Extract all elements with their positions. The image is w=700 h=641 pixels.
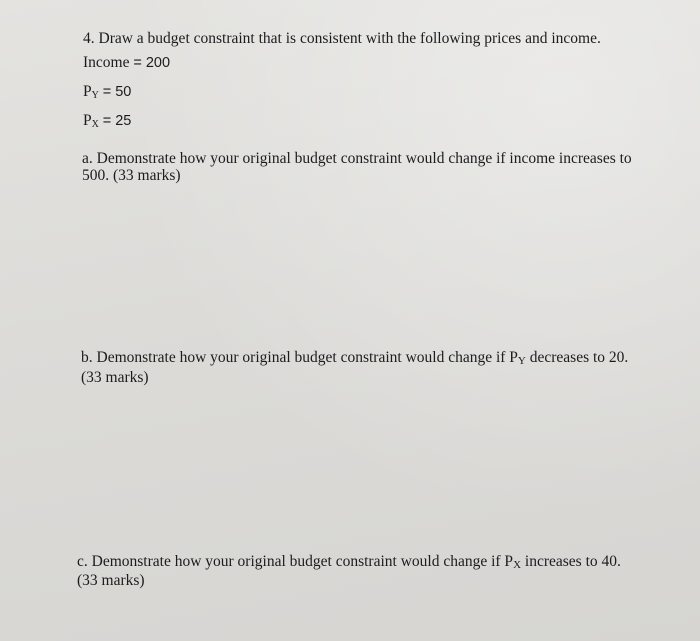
part-a-line-1: a. Demonstrate how your original budget constraint would change if income increases to <box>82 150 632 167</box>
income-label: Income <box>83 54 130 71</box>
price-y-line <box>83 82 131 106</box>
part-b-text-pre: b. Demonstrate how your original budget constraint would change if P <box>81 349 518 366</box>
part-b-subscript: Y <box>517 355 526 367</box>
part-b-line-1 <box>81 348 628 371</box>
part-c-text-pre: c. Demonstrate how your original budget constraint would change if P <box>77 553 514 570</box>
question-prompt: Draw a budget constraint that is consistent with the following prices and income. <box>98 30 601 47</box>
part-b-text-post: decreases to 20. <box>525 349 629 366</box>
price-x-line <box>83 111 131 135</box>
part-c-text-post: increases to 40. <box>521 553 621 570</box>
question-heading <box>83 29 601 49</box>
price-x-value: = 25 <box>102 113 132 129</box>
price-y-symbol: P <box>83 83 92 100</box>
income-line <box>83 53 170 73</box>
part-b-line-2: (33 marks) <box>81 369 149 386</box>
part-c-subscript: X <box>513 559 522 571</box>
part-c-line-1 <box>77 552 621 575</box>
price-x-subscript: X <box>91 119 99 130</box>
price-x-symbol: P <box>83 112 92 129</box>
part-c-line-2: (33 marks) <box>77 572 145 589</box>
part-a-line-2: 500. (33 marks) <box>82 167 181 184</box>
income-value: = 200 <box>133 55 171 71</box>
price-y-value: = 50 <box>102 84 132 100</box>
question-number: 4. <box>83 30 95 47</box>
price-y-subscript: Y <box>91 90 99 101</box>
